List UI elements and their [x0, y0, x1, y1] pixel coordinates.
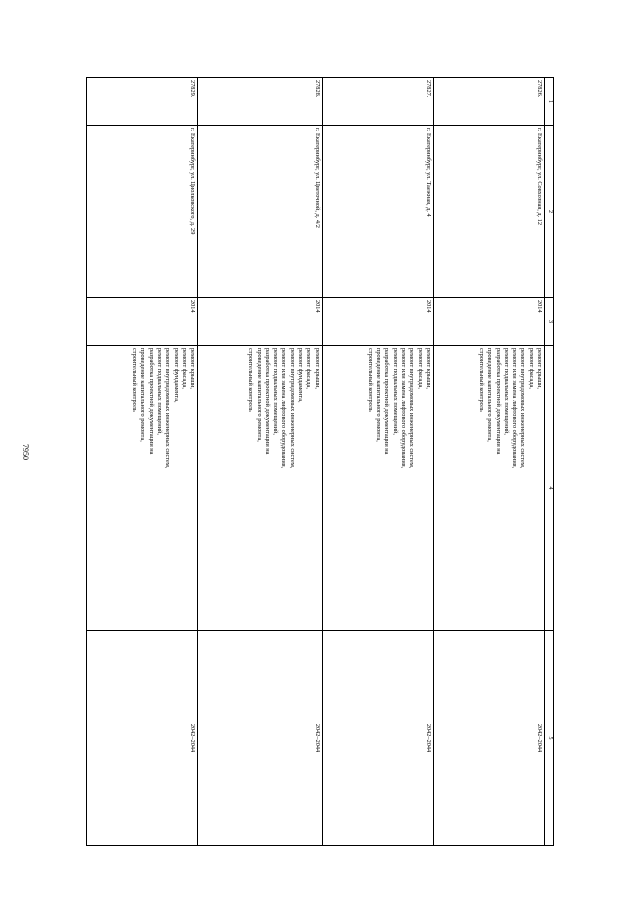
- header-col-2: 2: [545, 126, 554, 298]
- work-item: строительный контроль: [477, 348, 485, 412]
- work-item: разработка проектной документации на: [494, 348, 502, 455]
- work-item: ремонт или замена лифтового оборудования,: [511, 348, 519, 469]
- work-item: строительный контроль: [247, 348, 255, 412]
- header-row: [545, 78, 554, 846]
- row-period: 2042–2044: [322, 631, 433, 846]
- work-item: ремонт фасада,: [305, 348, 313, 389]
- work-item: ремонт подвальных помещений,: [391, 348, 399, 435]
- work-item: ремонт внутридомовых инженерных систем,: [288, 348, 296, 469]
- row-address: г. Екатеринбург, ул. Цветочной, д. 4/2: [198, 126, 322, 298]
- work-item: ремонт фасада,: [527, 348, 535, 389]
- row-number: 27828.: [198, 78, 322, 126]
- row-works: [198, 346, 322, 631]
- work-item: ремонт крыши,: [424, 348, 432, 390]
- repair-schedule-table-wrapper: [86, 77, 554, 845]
- row-works: [322, 346, 433, 631]
- row-address: г. Екатеринбург, ул. Таежная, д. 4: [322, 126, 433, 298]
- work-item: ремонт фундамента,: [172, 348, 180, 403]
- page-number: 7950: [21, 444, 31, 460]
- row-period: 2042–2044: [87, 631, 198, 846]
- row-number: 27827.: [322, 78, 433, 126]
- repair-schedule-table: [86, 77, 554, 846]
- row-works: [87, 346, 198, 631]
- work-item: строительный контроль: [366, 348, 374, 412]
- work-item: проведение капитального ремонта,: [139, 348, 147, 442]
- work-item: проведение капитального ремонта,: [375, 348, 383, 442]
- work-item: разработка проектной документации на: [263, 348, 271, 455]
- work-item: разработка проектной документации на: [383, 348, 391, 455]
- work-item: ремонт внутридомовых инженерных систем,: [408, 348, 416, 469]
- work-item: ремонт подвальных помещений,: [272, 348, 280, 435]
- row-address: г. Екатеринбург, ул. Циолковского, д. 29: [87, 126, 198, 298]
- table-row: [198, 78, 322, 846]
- work-item: проведение капитального ремонта,: [486, 348, 494, 442]
- work-item: разработка проектной документации на: [147, 348, 155, 455]
- work-item: ремонт подвальных помещений,: [156, 348, 163, 435]
- row-year: 2014: [198, 298, 322, 346]
- table-row: [433, 78, 544, 846]
- row-number: 27829.: [87, 78, 198, 126]
- work-item: проведение капитального ремонта,: [255, 348, 263, 442]
- work-item: строительный контроль: [131, 348, 139, 412]
- row-year: 2014: [322, 298, 433, 346]
- row-year: 2014: [87, 298, 198, 346]
- work-item: ремонт или замена лифтового оборудования,: [280, 348, 288, 469]
- work-item: ремонт внутридомовых инженерных систем,: [164, 348, 172, 469]
- work-item: ремонт фасада,: [416, 348, 424, 389]
- table-row: [87, 78, 198, 846]
- work-item: ремонт подвальных помещений,: [502, 348, 510, 435]
- row-period: 2042–2044: [198, 631, 322, 846]
- table-row: [322, 78, 433, 846]
- header-col-3: 3: [545, 298, 554, 346]
- row-period: 2042–2044: [433, 631, 544, 846]
- row-address: г. Екатеринбург, ул. Совхозная, д. 12: [433, 126, 544, 298]
- work-item: ремонт внутридомовых инженерных систем,: [519, 348, 527, 469]
- row-year: 2014: [433, 298, 544, 346]
- header-col-1: 1: [545, 78, 554, 126]
- work-item: ремонт крыши,: [313, 348, 321, 390]
- work-item: ремонт или замена лифтового оборудования,: [399, 348, 407, 469]
- header-col-5: 5: [545, 631, 554, 846]
- row-number: 27826.: [433, 78, 544, 126]
- header-col-4: 4: [545, 346, 554, 631]
- row-works: [433, 346, 544, 631]
- work-item: ремонт фасада,: [180, 348, 188, 389]
- work-item: ремонт фундамента,: [297, 348, 305, 403]
- work-item: ремонт крыши,: [536, 348, 543, 390]
- work-item: ремонт крыши,: [189, 348, 197, 390]
